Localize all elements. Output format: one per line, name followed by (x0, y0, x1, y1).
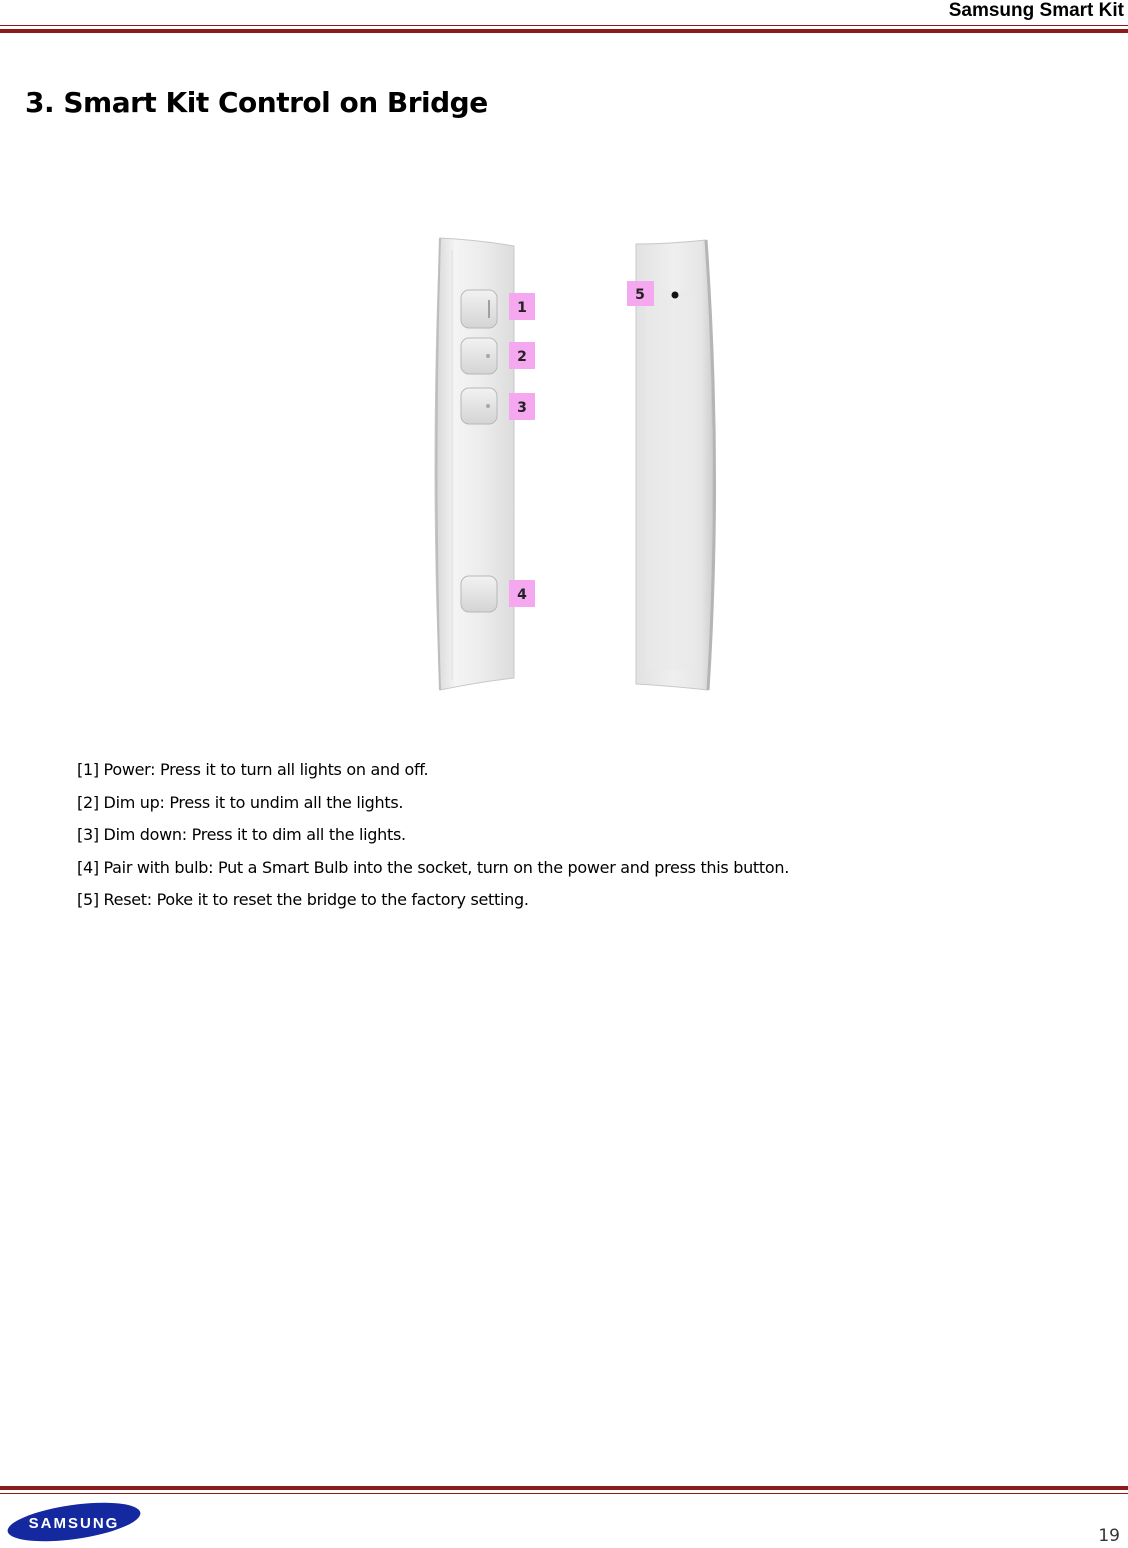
page-number: 19 (1098, 1526, 1120, 1546)
header-rule-thick (0, 29, 1128, 33)
samsung-logo (6, 1502, 142, 1542)
header-title: Samsung Smart Kit (948, 0, 1124, 21)
power-button (461, 290, 497, 328)
dim-down-button (461, 388, 497, 424)
callout-5 (627, 281, 654, 306)
pair-button (461, 576, 497, 612)
svg-text:SAMSUNG: SAMSUNG (28, 1515, 120, 1532)
svg-text:3: 3 (517, 400, 527, 416)
bridge-figure (400, 230, 740, 700)
footer-rule-thin (0, 1493, 1128, 1494)
callout-3 (509, 393, 535, 420)
footer-rule-thick (0, 1486, 1128, 1490)
svg-text:2: 2 (517, 349, 527, 365)
bridge-side-view-reset (636, 240, 715, 690)
description-power: [1] Power: Press it to turn all lights on and off. (77, 760, 429, 779)
svg-text:4: 4 (517, 587, 527, 603)
description-dim-up: [2] Dim up: Press it to undim all the lights. (77, 792, 404, 812)
callout-2 (509, 342, 535, 369)
section-title: 3. Smart Kit Control on Bridge (25, 86, 488, 119)
description-reset: [5] Reset: Poke it to reset the bridge to the factory setting. (77, 890, 529, 909)
svg-text:1: 1 (517, 300, 527, 316)
control-descriptions (77, 754, 789, 917)
callout-1 (509, 293, 535, 320)
svg-text:5: 5 (635, 287, 645, 303)
description-pair: [4] Pair with bulb: Put a Smart Bulb into the socket, turn on the power and press this button. (77, 857, 789, 877)
header-rule-thin (0, 25, 1128, 26)
description-dim-down: [3] Dim down: Press it to dim all the lights. (77, 825, 406, 844)
dim-up-button (461, 338, 497, 374)
reset-hole (672, 292, 679, 299)
bridge-side-view-buttons (435, 238, 514, 690)
callout-4 (509, 580, 535, 607)
